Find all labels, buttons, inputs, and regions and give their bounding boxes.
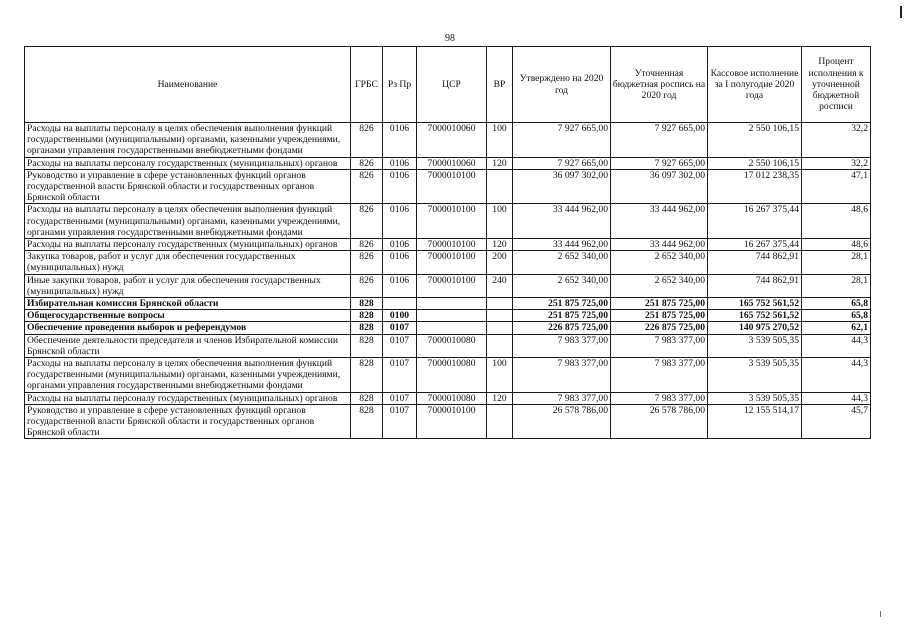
cell-vr <box>487 169 513 204</box>
cell-rzpr: 0106 <box>383 239 417 251</box>
cell-percent: 44,3 <box>802 392 871 404</box>
cell-percent: 28,1 <box>802 274 871 297</box>
cell-name: Расходы на выплаты персоналу в целях обеспечения выполнения функций государственными (муниципальными) органами, казенными учреждениями, органами управления государственными внебюджетными фондами <box>25 123 351 158</box>
cell-rzpr <box>383 298 417 310</box>
cell-name: Общегосударственные вопросы <box>25 310 351 322</box>
cell-refined: 251 875 725,00 <box>611 310 708 322</box>
cell-approved: 33 444 962,00 <box>513 239 611 251</box>
cell-rzpr: 0106 <box>383 274 417 297</box>
cell-name: Иные закупки товаров, работ и услуг для обеспечения государственных (муниципальных) нужд <box>25 274 351 297</box>
cell-approved: 226 875 725,00 <box>513 322 611 334</box>
cell-grbs: 828 <box>351 334 383 357</box>
cell-rzpr: 0107 <box>383 358 417 393</box>
cell-name: Обеспечение деятельности председателя и членов Избирательной комиссии Брянской области <box>25 334 351 357</box>
cell-grbs: 826 <box>351 204 383 239</box>
cell-percent: 48,6 <box>802 239 871 251</box>
cell-percent: 47,1 <box>802 169 871 204</box>
cell-grbs: 826 <box>351 169 383 204</box>
cell-vr <box>487 322 513 334</box>
cell-refined: 26 578 786,00 <box>611 404 708 439</box>
header-approved: Утверждено на 2020 год <box>513 47 611 123</box>
cell-vr: 100 <box>487 358 513 393</box>
cell-cash: 16 267 375,44 <box>708 239 802 251</box>
cell-percent: 48,6 <box>802 204 871 239</box>
cell-name: Расходы на выплаты персоналу в целях обеспечения выполнения функций государственными (муниципальными) органами, казенными учреждениями, органами управления государственными внебюджетными фондами <box>25 204 351 239</box>
cell-vr <box>487 310 513 322</box>
cell-vr: 120 <box>487 157 513 169</box>
cell-grbs: 828 <box>351 358 383 393</box>
cell-percent: 65,8 <box>802 298 871 310</box>
cell-refined: 33 444 962,00 <box>611 204 708 239</box>
cell-csr <box>417 322 487 334</box>
cell-cash: 165 752 561,52 <box>708 298 802 310</box>
table-row <box>25 251 871 274</box>
cell-name: Расходы на выплаты персоналу государственных (муниципальных) органов <box>25 157 351 169</box>
cell-approved: 26 578 786,00 <box>513 404 611 439</box>
cell-cash: 3 539 505,35 <box>708 334 802 357</box>
cell-refined: 33 444 962,00 <box>611 239 708 251</box>
cell-csr: 7000010080 <box>417 334 487 357</box>
cell-vr <box>487 404 513 439</box>
cell-approved: 251 875 725,00 <box>513 298 611 310</box>
cell-approved: 7 983 377,00 <box>513 358 611 393</box>
cell-rzpr: 0107 <box>383 404 417 439</box>
cell-percent: 28,1 <box>802 251 871 274</box>
table-row <box>25 123 871 158</box>
cell-cash: 140 975 270,52 <box>708 322 802 334</box>
cell-approved: 7 927 665,00 <box>513 123 611 158</box>
cell-csr: 7000010100 <box>417 274 487 297</box>
cell-percent: 45,7 <box>802 404 871 439</box>
cell-approved: 2 652 340,00 <box>513 274 611 297</box>
table-row <box>25 310 871 322</box>
header-cash: Кассовое исполнение за I полугодие 2020 года <box>708 47 802 123</box>
cell-rzpr: 0106 <box>383 169 417 204</box>
cell-csr: 7000010100 <box>417 239 487 251</box>
cell-rzpr: 0107 <box>383 392 417 404</box>
cell-refined: 36 097 302,00 <box>611 169 708 204</box>
cell-grbs: 826 <box>351 123 383 158</box>
cell-refined: 7 983 377,00 <box>611 358 708 393</box>
cell-vr <box>487 334 513 357</box>
cell-csr: 7000010080 <box>417 392 487 404</box>
cell-name: Закупка товаров, работ и услуг для обеспечения государственных (муниципальных) нужд <box>25 251 351 274</box>
cell-percent: 65,8 <box>802 310 871 322</box>
cell-grbs: 828 <box>351 392 383 404</box>
cell-approved: 2 652 340,00 <box>513 251 611 274</box>
header-grbs: ГРБС <box>351 47 383 123</box>
cell-grbs: 828 <box>351 310 383 322</box>
cell-cash: 2 550 106,15 <box>708 157 802 169</box>
cell-approved: 7 927 665,00 <box>513 157 611 169</box>
table-row <box>25 404 871 439</box>
cell-csr: 7000010100 <box>417 169 487 204</box>
cell-refined: 2 652 340,00 <box>611 274 708 297</box>
table-row <box>25 298 871 310</box>
table-row <box>25 157 871 169</box>
table-header-row <box>25 47 871 123</box>
cell-grbs: 826 <box>351 239 383 251</box>
cell-cash: 744 862,91 <box>708 251 802 274</box>
cell-vr: 200 <box>487 251 513 274</box>
cell-csr <box>417 298 487 310</box>
cell-cash: 2 550 106,15 <box>708 123 802 158</box>
cell-vr: 100 <box>487 123 513 158</box>
cell-name: Избирательная комиссия Брянской области <box>25 298 351 310</box>
cell-rzpr: 0106 <box>383 157 417 169</box>
cell-cash: 17 012 238,35 <box>708 169 802 204</box>
cell-cash: 165 752 561,52 <box>708 310 802 322</box>
cell-rzpr: 0107 <box>383 334 417 357</box>
cell-cash: 3 539 505,35 <box>708 358 802 393</box>
cell-rzpr: 0106 <box>383 123 417 158</box>
cell-percent: 32,2 <box>802 157 871 169</box>
cell-rzpr: 0106 <box>383 204 417 239</box>
table-row <box>25 274 871 297</box>
header-percent: Процент исполнения к уточненной бюджетной росписи <box>802 47 871 123</box>
cell-grbs: 826 <box>351 251 383 274</box>
cell-approved: 33 444 962,00 <box>513 204 611 239</box>
cell-vr: 100 <box>487 204 513 239</box>
cell-vr: 120 <box>487 239 513 251</box>
cell-name: Расходы на выплаты персоналу государственных (муниципальных) органов <box>25 392 351 404</box>
header-name: Наименование <box>25 47 351 123</box>
cell-percent: 32,2 <box>802 123 871 158</box>
cell-approved: 7 983 377,00 <box>513 392 611 404</box>
cell-refined: 2 652 340,00 <box>611 251 708 274</box>
cell-grbs: 826 <box>351 157 383 169</box>
table-row <box>25 169 871 204</box>
cell-grbs: 828 <box>351 404 383 439</box>
scan-edge-mark <box>900 6 902 18</box>
cell-cash: 3 539 505,35 <box>708 392 802 404</box>
cell-approved: 251 875 725,00 <box>513 310 611 322</box>
cell-rzpr: 0100 <box>383 310 417 322</box>
budget-table <box>24 46 871 439</box>
scan-edge-mark-bottom <box>880 611 881 617</box>
header-csr: ЦСР <box>417 47 487 123</box>
cell-name: Руководство и управление в сфере установленных функций органов государственной власти Брянской области и государственных органов Брянской области <box>25 404 351 439</box>
cell-csr: 7000010100 <box>417 404 487 439</box>
cell-vr: 240 <box>487 274 513 297</box>
cell-rzpr: 0107 <box>383 322 417 334</box>
cell-csr: 7000010060 <box>417 123 487 158</box>
cell-csr <box>417 310 487 322</box>
table-row <box>25 322 871 334</box>
cell-name: Расходы на выплаты персоналу в целях обеспечения выполнения функций государственными (муниципальными) органами, казенными учреждениями, органами управления государственными внебюджетными фондами <box>25 358 351 393</box>
cell-name: Расходы на выплаты персоналу государственных (муниципальных) органов <box>25 239 351 251</box>
cell-csr: 7000010060 <box>417 157 487 169</box>
cell-percent: 44,3 <box>802 334 871 357</box>
cell-rzpr: 0106 <box>383 251 417 274</box>
cell-name: Руководство и управление в сфере установленных функций органов государственной власти Брянской области и государственных органов Брянской области <box>25 169 351 204</box>
cell-grbs: 826 <box>351 274 383 297</box>
cell-vr: 120 <box>487 392 513 404</box>
cell-refined: 7 927 665,00 <box>611 123 708 158</box>
header-vr: ВР <box>487 47 513 123</box>
table-row <box>25 334 871 357</box>
cell-csr: 7000010100 <box>417 204 487 239</box>
cell-refined: 7 983 377,00 <box>611 392 708 404</box>
table-body <box>25 123 871 439</box>
table-row <box>25 392 871 404</box>
cell-csr: 7000010080 <box>417 358 487 393</box>
cell-grbs: 828 <box>351 322 383 334</box>
cell-percent: 44,3 <box>802 358 871 393</box>
cell-grbs: 828 <box>351 298 383 310</box>
cell-vr <box>487 298 513 310</box>
table-row <box>25 239 871 251</box>
cell-refined: 7 927 665,00 <box>611 157 708 169</box>
cell-approved: 36 097 302,00 <box>513 169 611 204</box>
cell-csr: 7000010100 <box>417 251 487 274</box>
table-row <box>25 204 871 239</box>
header-rzpr: Рз Пр <box>383 47 417 123</box>
cell-refined: 226 875 725,00 <box>611 322 708 334</box>
table-row <box>25 358 871 393</box>
cell-refined: 251 875 725,00 <box>611 298 708 310</box>
cell-refined: 7 983 377,00 <box>611 334 708 357</box>
page-number: 98 <box>445 33 455 44</box>
cell-name: Обеспечение проведения выборов и референдумов <box>25 322 351 334</box>
cell-percent: 62,1 <box>802 322 871 334</box>
cell-approved: 7 983 377,00 <box>513 334 611 357</box>
cell-cash: 744 862,91 <box>708 274 802 297</box>
cell-cash: 16 267 375,44 <box>708 204 802 239</box>
cell-cash: 12 155 514,17 <box>708 404 802 439</box>
header-refined: Уточненная бюджетная роспись на 2020 год <box>611 47 708 123</box>
